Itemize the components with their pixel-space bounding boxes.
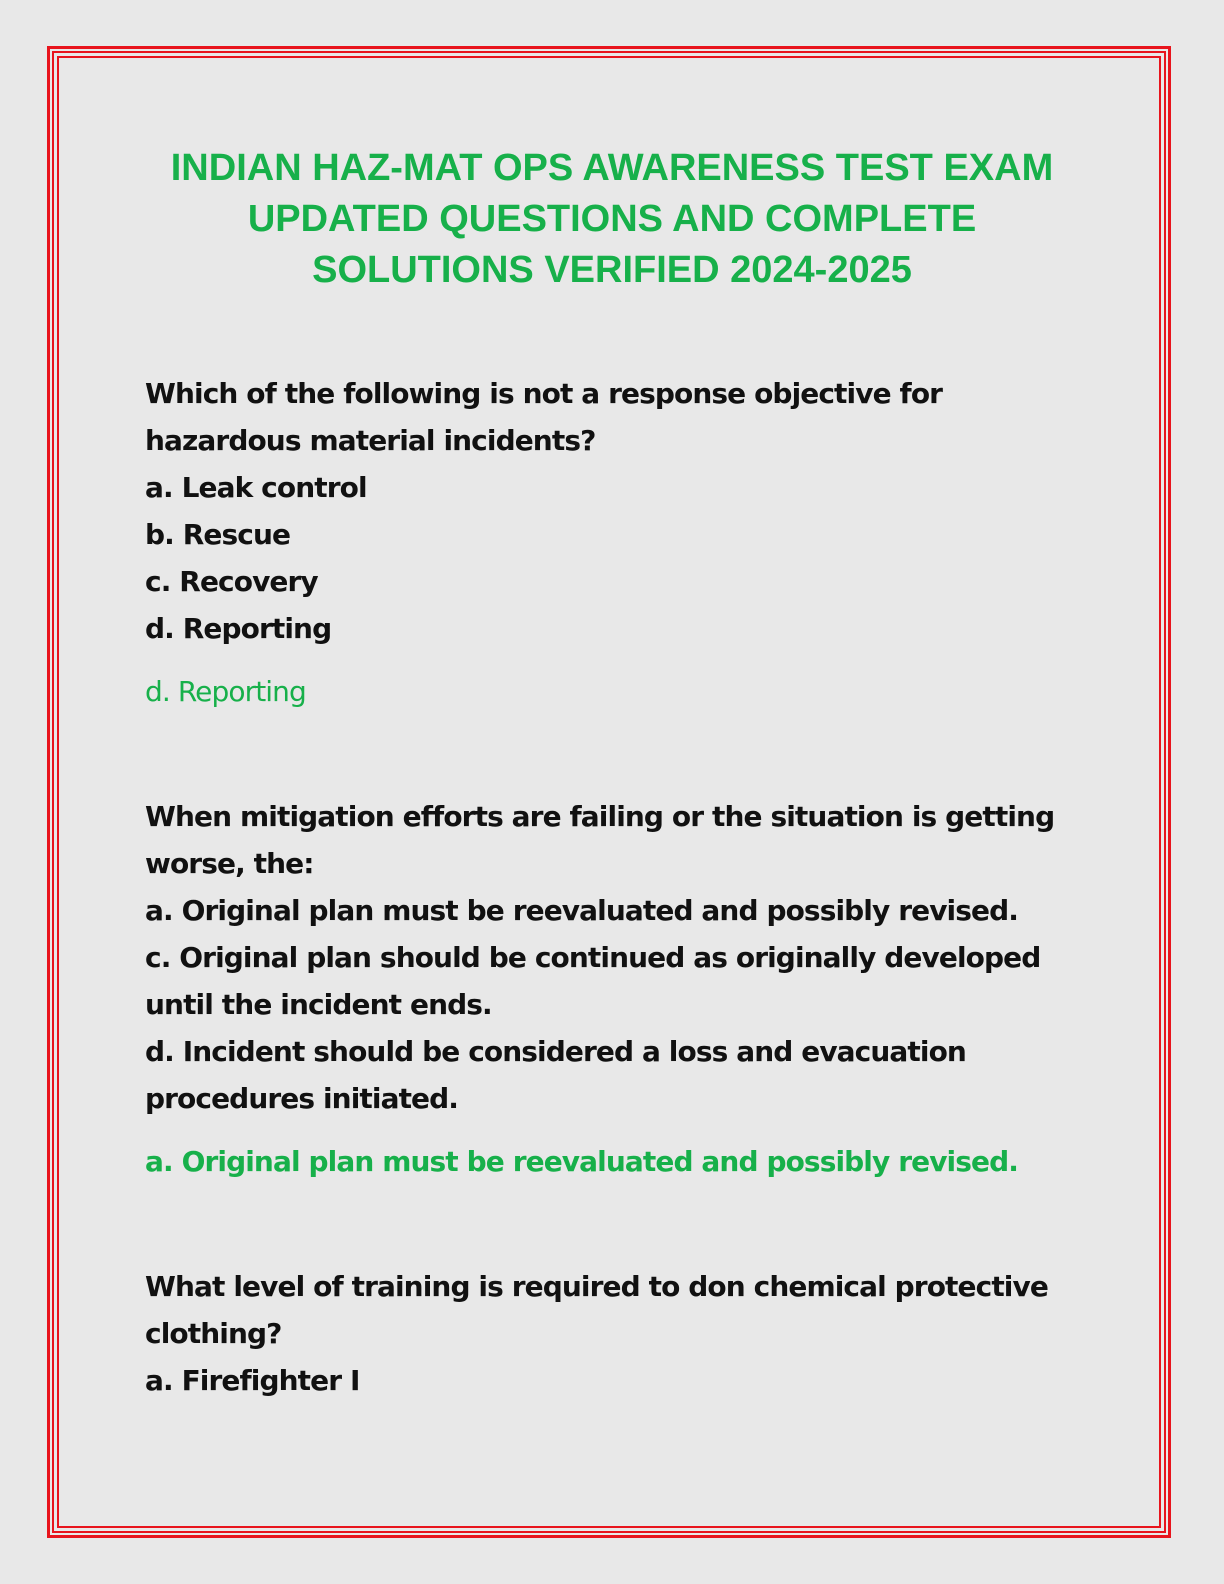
title-line-1: INDIAN HAZ-MAT OPS AWARENESS TEST EXAM <box>170 147 1054 189</box>
title-line-3: SOLUTIONS VERIFIED 2024-2025 <box>312 249 912 291</box>
question-2-option: c. Original plan should be continued as originally developed <box>145 941 1041 974</box>
question-2-option: a. Original plan must be reevaluated and possibly revised. <box>145 894 1018 927</box>
question-1-line: Which of the following is not a response objective for <box>145 377 943 410</box>
question-list <box>145 370 1065 1404</box>
question-2-option: until the incident ends. <box>145 988 492 1021</box>
question-2-answer: a. Original plan must be reevaluated and possibly revised. <box>145 1145 1018 1178</box>
question-2-option: d. Incident should be considered a loss and evacuation <box>145 1035 966 1068</box>
question-3-option: a. Firefighter I <box>145 1364 360 1397</box>
question-1-line: hazardous material incidents? <box>145 424 596 457</box>
question-3-line: What level of training is required to don chemical protective <box>145 1270 1048 1303</box>
question-3-line: clothing? <box>145 1317 282 1350</box>
title-line-2: UPDATED QUESTIONS AND COMPLETE <box>247 198 977 240</box>
question-2-option: procedures initiated. <box>145 1082 459 1115</box>
question-1 <box>145 370 1065 715</box>
question-2 <box>145 793 1065 1185</box>
question-1-option: b. Rescue <box>145 518 291 551</box>
question-1-option: a. Leak control <box>145 471 367 504</box>
question-3 <box>145 1263 1065 1404</box>
question-2-line: When mitigation efforts are failing or the situation is getting <box>145 800 1055 833</box>
document-title <box>100 143 1124 296</box>
question-2-line: worse, the: <box>145 847 314 880</box>
question-1-answer: d. Reporting <box>145 675 306 708</box>
question-1-option: c. Recovery <box>145 565 318 598</box>
question-1-option: d. Reporting <box>145 612 332 645</box>
